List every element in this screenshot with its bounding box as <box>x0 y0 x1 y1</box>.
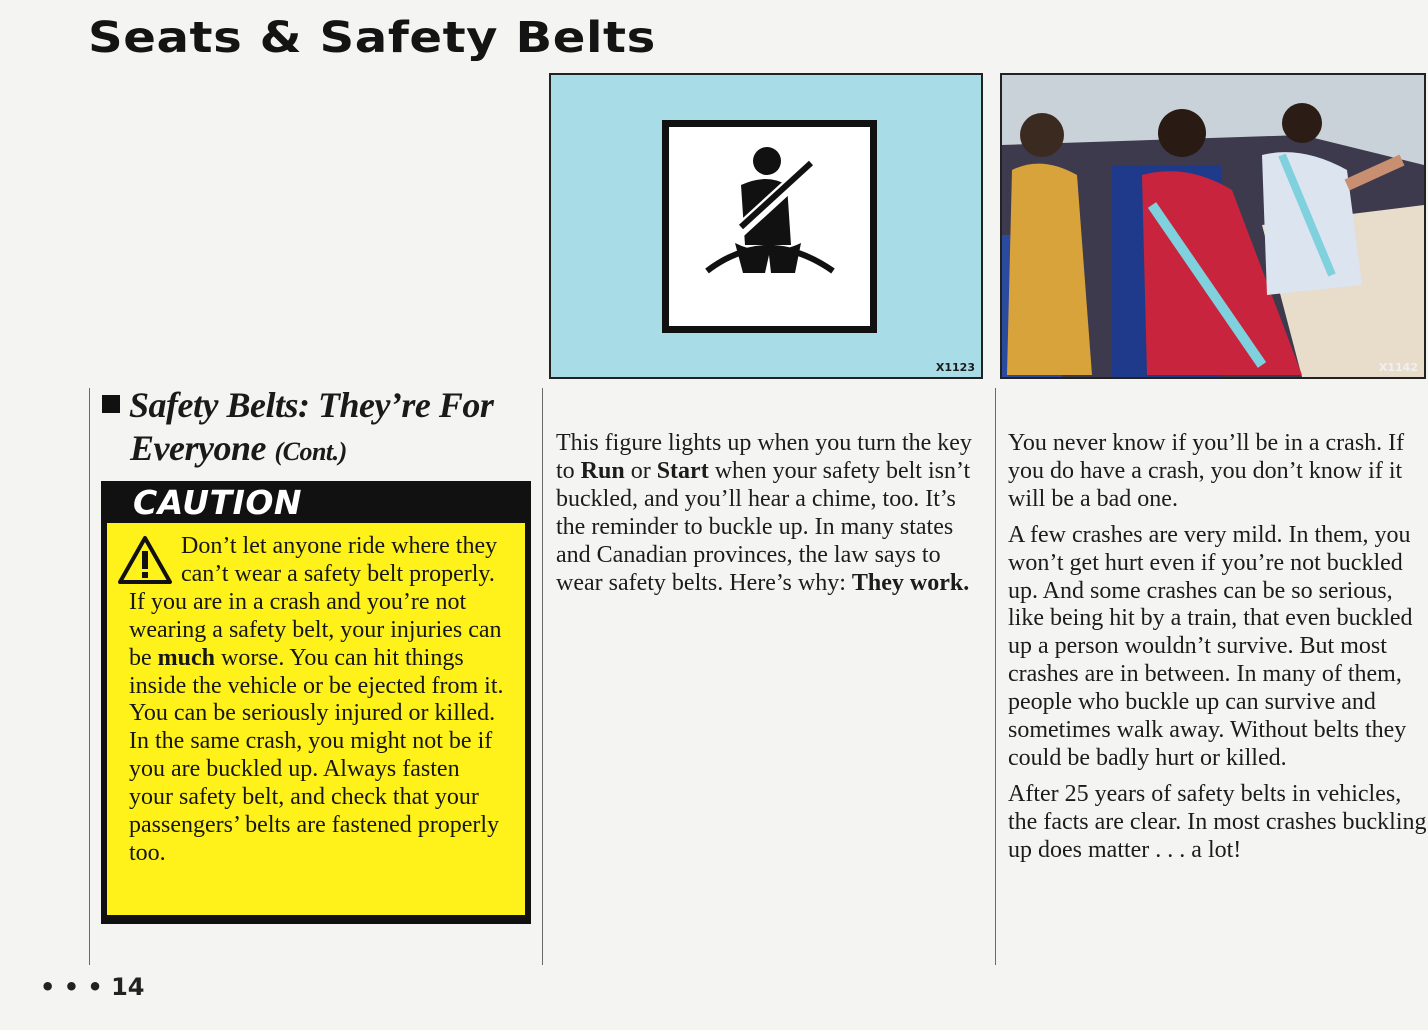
figure-code: X1123 <box>935 361 975 374</box>
seatbelt-reminder-figure <box>549 73 983 379</box>
caution-header: CAUTION <box>133 483 303 522</box>
seatbelt-reminder-icon <box>669 127 870 326</box>
paragraph: A few crashes are very mild. In them, you won’t get hurt even if you’re not buckled up. And some crashes can be so serious, like being hit by a train, that even buckled up a person wouldn’t survive. But most crashes are in between. In many of them, people who buckle up can survive and sometimes walk away. Without belts they could be badly hurt or killed. <box>1008 521 1413 771</box>
column-divider <box>542 388 543 965</box>
body-text-column-3 <box>1008 430 1428 873</box>
caution-body <box>107 523 525 915</box>
page-number: • • • 14 <box>40 973 145 1001</box>
warning-triangle-icon <box>117 535 173 585</box>
section-heading <box>102 384 532 473</box>
figure-code: X1142 <box>1378 361 1418 374</box>
section-heading-cont: (Cont.) <box>274 437 347 466</box>
buckled-occupants-illustration <box>1000 73 1426 379</box>
caution-box <box>101 481 531 924</box>
column-divider <box>89 388 90 965</box>
paragraph: This figure lights up when you turn the key to Run or Start when your safety belt isn’t buckled, and you’ll hear a chime, too. It’s the reminder to buckle up. In many states and Canadian provinces, the law says to wear safety belts. Here’s why: They work. <box>556 430 972 596</box>
paragraph: After 25 years of safety belts in vehicles, the facts are clear. In most crashes buckling up does matter . . . a lot! <box>1008 780 1427 863</box>
body-text-column-2 <box>556 430 981 605</box>
paragraph: You never know if you’ll be in a crash. If you do have a crash, you don’t know if it will be a bad one. <box>1008 430 1405 512</box>
section-heading-line2: Everyone <box>130 428 266 468</box>
indicator-frame <box>662 120 877 333</box>
bullet-square-icon <box>102 395 120 413</box>
page-title: Seats & Safety Belts <box>88 13 656 63</box>
occupants-illustration-icon <box>1002 75 1424 377</box>
caution-text: Don’t let anyone ride where they can’t wear a safety belt properly. If you are in a crash and you’re not wearing a safety belt, your injuries can be much worse. You can hit things inside the vehicle or be ejected from it. You can be seriously injured or killed. In the same crash, you might not be if you are buckled up. Always fasten your safety belt, and check that your passengers’ belts are fastened properly too. <box>129 533 504 866</box>
column-divider <box>995 388 996 965</box>
section-heading-line1: Safety Belts: They’re For <box>129 385 494 425</box>
